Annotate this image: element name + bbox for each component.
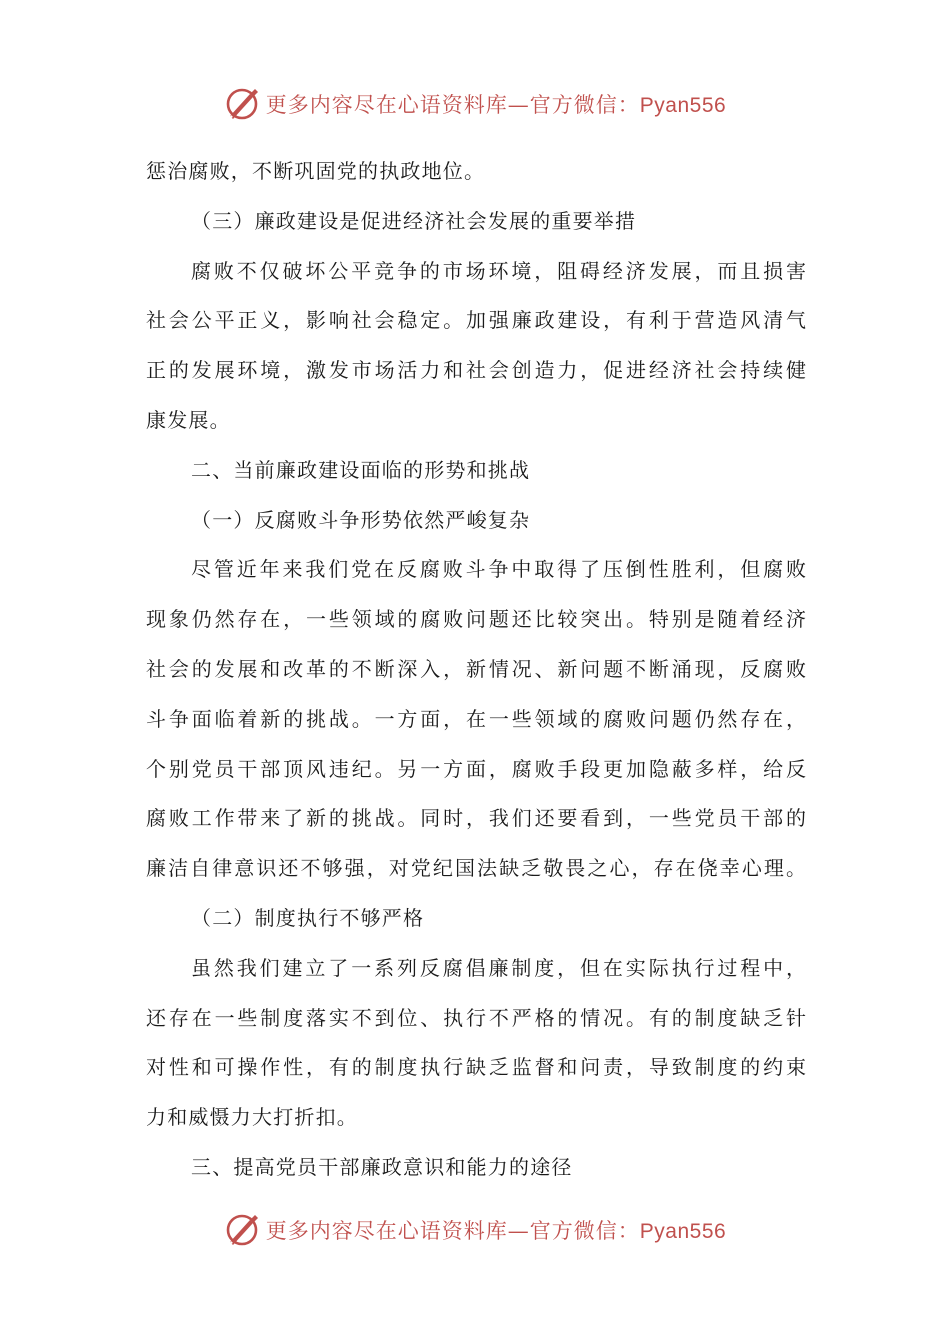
pen-logo-icon	[224, 1212, 260, 1248]
paragraph-line: 斗争面临着新的挑战。一方面，在一些领域的腐败问题仍然存在，	[146, 706, 806, 731]
paragraph-line: 力和威慑力大打折扣。	[146, 1105, 358, 1130]
paragraph-line: 尽管近年来我们党在反腐败斗争中取得了压倒性胜利，但腐败	[191, 557, 806, 582]
section-heading: 二、当前廉政建设面临的形势和挑战	[191, 457, 531, 482]
paragraph-line: 社会的发展和改革的不断深入，新情况、新问题不断涌现，反腐败	[146, 656, 806, 681]
subsection-heading: （一）反腐败斗争形势依然严峻复杂	[191, 507, 531, 532]
section-heading: 三、提高党员干部廉政意识和能力的途径	[191, 1154, 573, 1179]
footer-watermark	[0, 1210, 950, 1250]
watermark-text: 更多内容尽在心语资料库—官方微信：Pyan556	[265, 1219, 727, 1243]
paragraph-line: 康发展。	[146, 407, 231, 432]
paragraph-line: 正的发展环境，激发市场活力和社会创造力，促进经济社会持续健	[146, 358, 806, 383]
subsection-heading: （二）制度执行不够严格	[191, 905, 425, 930]
paragraph-line: 腐败工作带来了新的挑战。同时，我们还要看到，一些党员干部的	[146, 806, 806, 831]
paragraph-line: 虽然我们建立了一系列反腐倡廉制度，但在实际执行过程中，	[191, 955, 806, 980]
paragraph-line: 对性和可操作性，有的制度执行缺乏监督和问责，导致制度的约束	[146, 1055, 806, 1080]
paragraph-line: 现象仍然存在，一些领域的腐败问题还比较突出。特别是随着经济	[146, 607, 806, 632]
paragraph-line: 社会公平正义，影响社会稳定。加强廉政建设，有利于营造风清气	[146, 308, 806, 333]
paragraph-line: 腐败不仅破坏公平竞争的市场环境，阻碍经济发展，而且损害	[191, 258, 806, 283]
document-body	[146, 147, 806, 1193]
subsection-heading: （三）廉政建设是促进经济社会发展的重要举措	[191, 208, 637, 233]
pen-logo-icon	[224, 86, 260, 122]
header-watermark	[0, 84, 950, 124]
watermark-text: 更多内容尽在心语资料库—官方微信：Pyan556	[265, 93, 727, 117]
paragraph-line: 廉洁自律意识还不够强，对党纪国法缺乏敬畏之心，存在侥幸心理。	[146, 856, 806, 881]
paragraph-line: 惩治腐败，不断巩固党的执政地位。	[146, 159, 486, 183]
paragraph-line: 个别党员干部顶风违纪。另一方面，腐败手段更加隐蔽多样，给反	[146, 756, 806, 781]
paragraph-line: 还存在一些制度落实不到位、执行不严格的情况。有的制度缺乏针	[146, 1005, 806, 1030]
